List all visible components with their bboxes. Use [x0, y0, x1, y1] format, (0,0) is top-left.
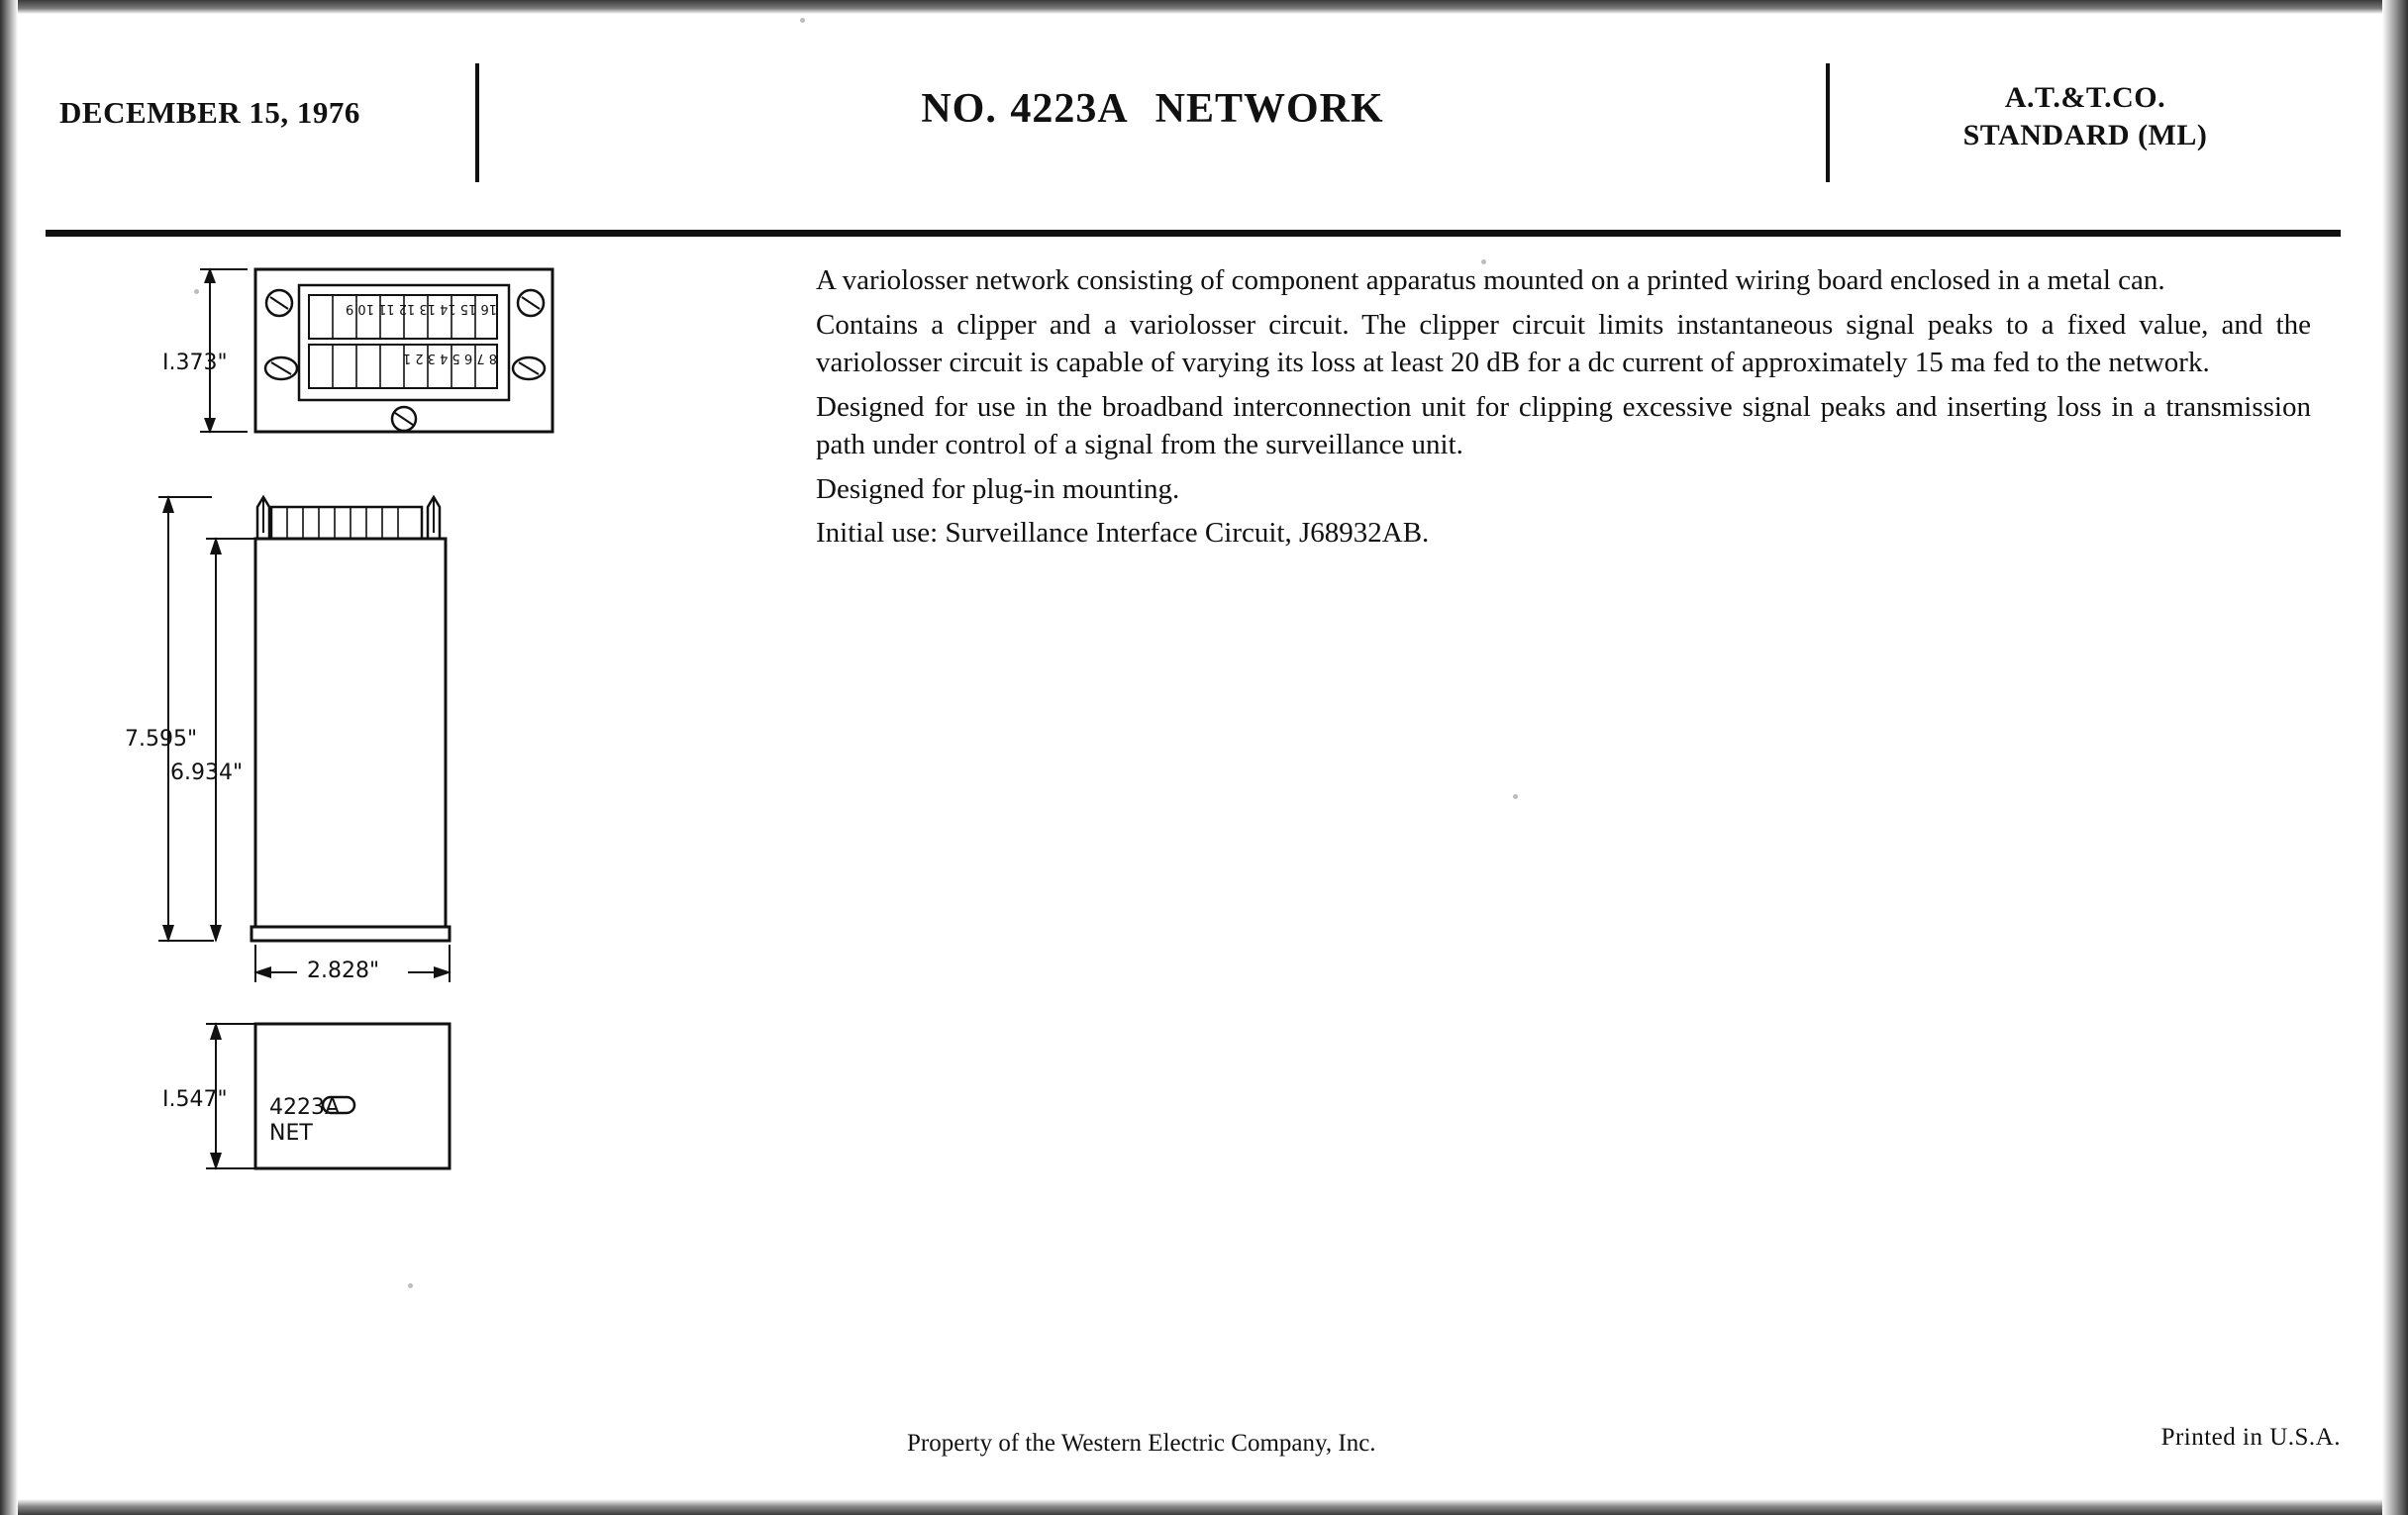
header-horizontal-rule — [46, 230, 2341, 237]
front-view-drawing — [149, 1010, 822, 1198]
front-view-label-line-1: 4223A — [269, 1095, 341, 1120]
scan-speck — [194, 289, 199, 294]
description-text — [816, 261, 2311, 558]
paragraph-2-text: Contains a clipper and a variolosser circuit. The clipper circuit limits instantaneous signal peaks to a fixed value, and the variolosser circuit is capable of varying its loss at least 20 dB for a dc current of approximately 15 ma fed to the network. — [816, 308, 2311, 379]
header-date: DECEMBER 15, 1976 — [59, 95, 360, 130]
scan-edge-bottom — [0, 1499, 2408, 1515]
standard-block — [1838, 79, 2333, 155]
paragraph-2 — [816, 306, 2311, 382]
top-view-height-dimension: I.373" — [162, 351, 228, 375]
svg-text:16 15 14 13 12 11 10 9: 16 15 14 13 12 11 10 9 — [346, 301, 497, 316]
side-view-overall-height-dimension: 7.595" — [125, 727, 198, 752]
scan-speck — [1481, 259, 1486, 264]
title-prefix: NO. — [921, 86, 997, 132]
front-view-label-line-2: NET — [269, 1121, 313, 1146]
scan-speck — [800, 18, 805, 23]
paragraph-5 — [816, 514, 2311, 553]
top-view-drawing — [149, 257, 822, 446]
paragraph-3 — [816, 388, 2311, 464]
side-view-can-height-dimension: 6.934" — [170, 760, 244, 785]
footer-property-notice: Property of the Western Electric Company, Inc. — [907, 1430, 1376, 1457]
scan-edge-top — [0, 0, 2408, 14]
header-divider-left — [475, 63, 479, 182]
side-view-width-dimension: 2.828" — [307, 959, 380, 983]
paragraph-4-text: Designed for plug-in mounting. — [816, 472, 1180, 505]
page-title — [481, 85, 1824, 133]
title-number: 4223A — [1010, 86, 1129, 132]
scan-speck — [1513, 794, 1518, 799]
front-view-height-dimension: I.547" — [162, 1087, 228, 1112]
side-view-drawing — [149, 483, 822, 988]
scan-speck — [408, 1283, 413, 1288]
standard-line-2: STANDARD (ML) — [1962, 119, 2208, 152]
footer-printed-notice: Printed in U.S.A. — [2160, 1424, 2341, 1451]
scan-edge-right — [2382, 0, 2408, 1515]
paragraph-5-text: Initial use: Surveillance Interface Circuit, J68932AB. — [816, 517, 1430, 550]
svg-text:8 7 6 5 4 3 2 1: 8 7 6 5 4 3 2 1 — [402, 351, 497, 365]
header-divider-right — [1826, 63, 1830, 182]
paragraph-4 — [816, 470, 2311, 509]
standard-line-1: A.T.&T.CO. — [2004, 81, 2166, 114]
drawings-column — [125, 257, 822, 1307]
page-header — [46, 63, 2339, 182]
paragraph-3-text: Designed for use in the broadband interconnection unit for clipping excessive signal peaks and inserting loss in a transmission path under control of a signal from the surveillance unit. — [816, 390, 2311, 461]
paragraph-1-text: A variolosser network consisting of component apparatus mounted on a printed wiring board enclosed in a metal can. — [816, 264, 2165, 296]
title-word: NETWORK — [1154, 86, 1384, 132]
paragraph-1 — [816, 261, 2311, 300]
scan-edge-left — [0, 0, 18, 1515]
